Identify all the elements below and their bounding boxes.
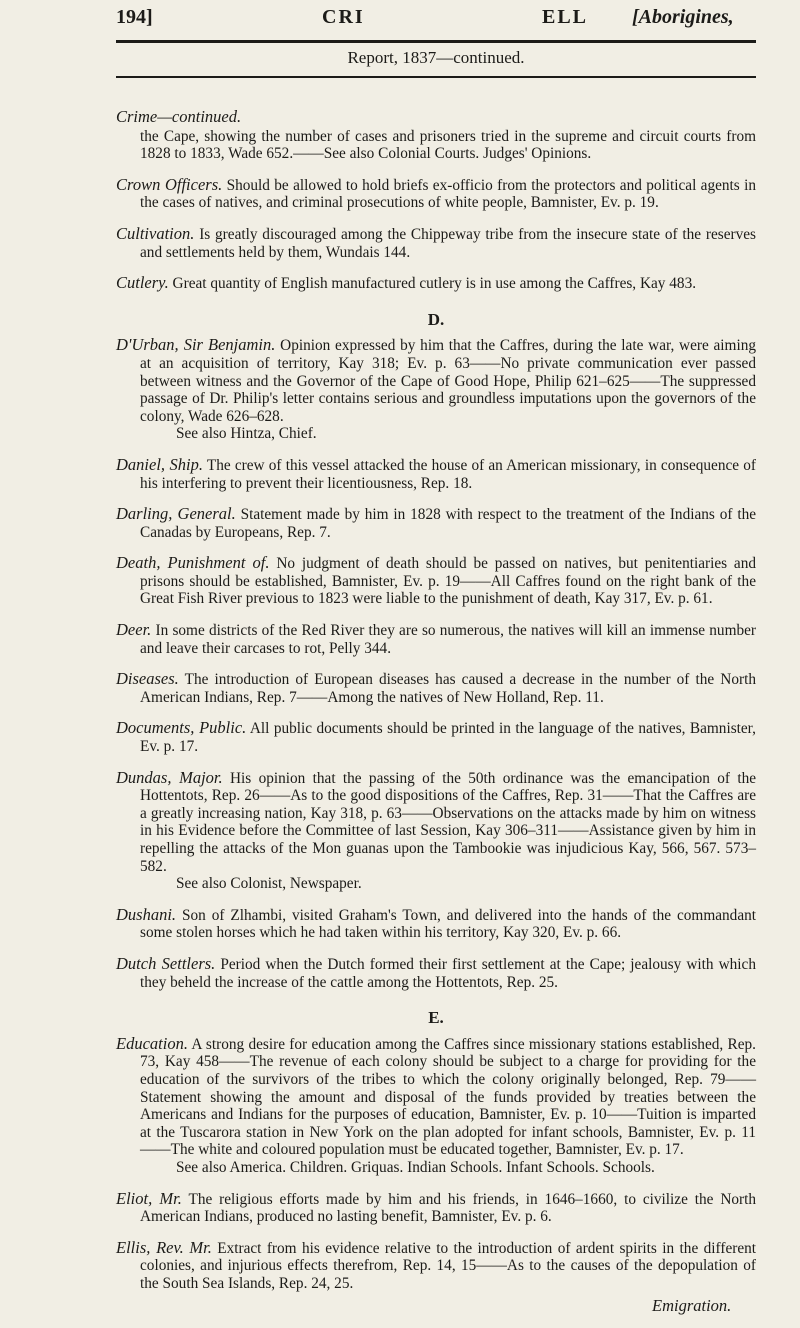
see-also: See also Hintza, Chief. — [176, 425, 317, 443]
entry-text: The introduction of European diseases has caused a decrease in the number of the North American Indians, Rep. 7——Among the natives of New Holland, Rep. 11. — [140, 671, 756, 706]
entry-keyword: Diseases. — [116, 669, 179, 689]
index-entry — [116, 719, 756, 755]
index-entry — [116, 336, 756, 443]
entry-text: All public documents should be printed in the language of the natives, Bamnister, Ev. p. 17. — [140, 720, 756, 756]
index-entry — [116, 769, 756, 893]
continued-heading: Crime—continued. — [116, 107, 242, 126]
entry-keyword: D'Urban, Sir Benjamin. — [116, 335, 276, 355]
index-entry — [116, 670, 756, 706]
index-entry — [116, 505, 756, 541]
entry-keyword: Crown Officers. — [116, 174, 223, 194]
index-entry — [116, 621, 756, 657]
header-right-word: ELL — [542, 6, 589, 28]
index-entry — [116, 955, 756, 991]
index-entry — [116, 274, 756, 293]
entry-keyword: Dundas, Major. — [116, 767, 223, 787]
entry-keyword: Dushani. — [116, 904, 177, 924]
index-entry — [116, 1239, 756, 1293]
entry-text: Opinion expressed by him that the Caffres, during the late war, were aiming at an acquisition of territory, Kay 318; Ev. p. 63——No private communication ever passed between witness and the Governor of the Cape of Good Hope, Philip 621–625——The suppressed passage of Dr. Philip's letter contains serious and groundless imputations upon the governors of the colony, Wade 626–628. — [140, 337, 756, 425]
index-entry — [116, 128, 756, 163]
entry-text: Son of Zlhambi, visited Graham's Town, and delivered into the hands of the commandant some stolen horses which he had taken within his territory, Kay 320, Ev. p. 66. — [140, 906, 757, 942]
entry-text: Should be allowed to hold briefs ex-officio from the protectors and political agents in the cases of natives, and criminal prosecutions of white people, Bamnister, Ev. p. 19. — [140, 176, 756, 212]
index-entry — [116, 554, 756, 608]
page-number: 194] — [116, 6, 153, 28]
subtitle-rule — [116, 76, 756, 78]
index-entry — [116, 225, 756, 261]
see-also: See also Colonist, Newspaper. — [176, 875, 362, 893]
index-entry — [116, 1190, 756, 1226]
catchword: Emigration. — [652, 1296, 732, 1315]
entry-text: His opinion that the passing of the 50th ordinance was the emancipation of the Hottentots, Rep. 26——As to the good dispositions of the Caffres, Rep. 31——That the Caffres are a greatly increasing nation, Kay 318, p. 63——Observations on the attacks made by him on witness in his Evidence before the Committee of last Session, Kay 306–311——Assistance given by him in repelling the attacks of the Mon guanas upon the Tambookie was injudicious Kay, 566, 567. 573–582. — [140, 769, 757, 875]
section-letter: E. — [428, 1008, 444, 1028]
entry-text: The crew of this vessel attacked the house of an American missionary, in consequence of his interfering to prevent their licentiousness, Rep. 18. — [140, 456, 756, 492]
entry-keyword: Deer. — [116, 620, 152, 640]
entry-keyword: Daniel, Ship. — [116, 454, 203, 474]
entry-keyword: Cultivation. — [116, 223, 195, 243]
index-entry — [116, 1035, 756, 1177]
entry-keyword: Darling, General. — [116, 504, 236, 524]
entry-text: Is greatly discouraged among the Chippeway tribe from the insecure state of the reserves and settlements held by them, Wundais 144. — [140, 225, 757, 261]
entry-keyword: Dutch Settlers. — [116, 953, 216, 973]
index-entry — [116, 176, 756, 212]
index-entry — [116, 456, 756, 492]
entry-text: In some districts of the Red River they are so numerous, the natives will kill an immense number and leave their carcases to rot, Pelly 344. — [140, 622, 757, 657]
report-subtitle: Report, 1837—continued. — [347, 48, 525, 67]
entry-text: Extract from his evidence relative to the introduction of ardent spirits in the different colonies, and injurious effects therefrom, Rep. 14, 15——As to the causes of the depopulation of the South Sea Islands, Rep. 24, 25. — [140, 1239, 757, 1292]
entry-text: The religious efforts made by him and his friends, in 1646–1660, to civilize the North American Indians, produced no lasting benefit, Bamnister, Ev. p. 6. — [140, 1190, 757, 1226]
entry-keyword: Education. — [116, 1033, 188, 1053]
entry-keyword: Cutlery. — [116, 273, 169, 293]
header-rule — [116, 40, 756, 43]
entry-text: Statement made by him in 1828 with respect to the treatment of the Indians of the Canadas by Europeans, Rep. 7. — [140, 506, 757, 541]
entry-keyword: Eliot, Mr. — [116, 1188, 182, 1208]
entry-text: No judgment of death should be passed on natives, but penitentiaries and prisons should be established, Bamnister, Ev. p. 19——All Caffres found on the right bank of the Great Fish River previous to 1823 were liable to the punishment of death, Kay 317, Ev. p. 61. — [140, 555, 756, 608]
entry-keyword: Death, Punishment of. — [116, 553, 270, 573]
header-section: [Aborigines, — [632, 6, 734, 28]
entry-text: Period when the Dutch formed their first settlement at the Cape; jealousy with which they beheld the increase of the cattle among the Hottentots, Rep. 25. — [140, 955, 756, 991]
running-header — [116, 6, 756, 36]
header-left-word: CRI — [322, 6, 365, 28]
entry-text: A strong desire for education among the Caffres since missionary stations established, Rep. 73, Kay 458——The revenue of each colony should be subject to a charge for providing for the education of the survivors of the tribes to which the colony originally belonged, Rep. 79——Statement showing the amount and disposal of the funds provided by treaties between the Americans and Indians for the purposes of education, Bamnister, Ev. p. 10——Tuition is imparted at the Tuscarora station in New York on the plan adopted for infant schools, Bamnister, Ev. p. 11——The white and coloured population must be educated together, Bamnister, Ev. p. 17. — [140, 1035, 756, 1159]
see-also: See also America. Children. Griquas. Indian Schools. Infant Schools. Schools. — [176, 1158, 655, 1176]
index-content — [116, 108, 756, 1305]
entry-keyword: Ellis, Rev. Mr. — [116, 1237, 212, 1257]
entry-text: the Cape, showing the number of cases and prisoners tried in the supreme and circuit courts from 1828 to 1833, Wade 652.——See also Colonial Courts. Judges' Opinions. — [140, 127, 756, 163]
entry-keyword: Documents, Public. — [116, 718, 247, 738]
section-letter: D. — [427, 309, 445, 329]
entry-text: Great quantity of English manufactured cutlery is in use among the Caffres, Kay 483. — [172, 275, 697, 293]
index-entry — [116, 906, 756, 942]
